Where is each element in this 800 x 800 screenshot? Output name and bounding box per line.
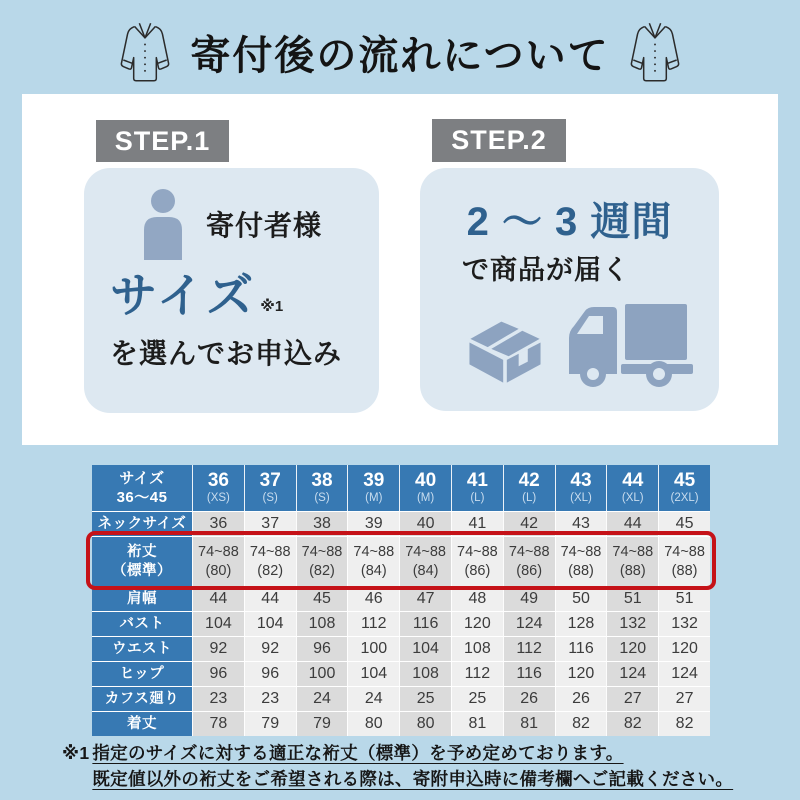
row-label-cell: ウエスト [92,636,192,661]
value-cell: 51 [606,586,658,611]
value-cell: 74~88 (86) [451,536,503,586]
value-cell: 26 [555,686,607,711]
value-cell: 124 [503,611,555,636]
value-cell: 104 [399,636,451,661]
value-cell: 104 [347,661,399,686]
donor-row [140,188,322,260]
value-cell: 44 [606,511,658,536]
value-cell: 27 [606,686,658,711]
size-note-ref: ※1 [260,297,284,315]
table-row [92,586,710,611]
value-cell: 49 [503,586,555,611]
size-column-header: 42 (L) [503,465,555,511]
value-cell: 37 [244,511,296,536]
value-cell: 74~88 (84) [347,536,399,586]
value-cell: 25 [399,686,451,711]
value-cell: 108 [399,661,451,686]
value-cell: 104 [192,611,244,636]
size-column-header: 38 (S) [296,465,348,511]
value-cell: 108 [451,636,503,661]
size-column-header: 39 (M) [347,465,399,511]
size-column-header: 44 (XL) [606,465,658,511]
value-cell: 41 [451,511,503,536]
value-cell: 42 [503,511,555,536]
value-cell: 82 [555,711,607,736]
value-cell: 38 [296,511,348,536]
value-cell: 104 [244,611,296,636]
value-cell: 120 [606,636,658,661]
table-row [92,536,710,586]
size-column-header: 36 (XS) [192,465,244,511]
size-column-header: 45 (2XL) [658,465,710,511]
size-table [92,465,710,736]
value-cell: 74~88 (88) [606,536,658,586]
duration-text: 2 ～ 3 週間 [466,200,673,244]
value-cell: 81 [451,711,503,736]
package-box-icon [464,310,546,386]
step1-badge: STEP.1 [96,120,229,162]
value-cell: 74~88 (84) [399,536,451,586]
footnote-lines [92,740,733,792]
footnote-line-1: 指定のサイズに対する適正な裄丈（標準）を予め定めております。 [92,743,624,763]
value-cell: 79 [296,711,348,736]
value-cell: 51 [658,586,710,611]
value-cell: 24 [347,686,399,711]
value-cell: 128 [555,611,607,636]
value-cell: 26 [503,686,555,711]
value-cell: 44 [192,586,244,611]
value-cell: 80 [347,711,399,736]
value-cell: 47 [399,586,451,611]
value-cell: 74~88 (82) [296,536,348,586]
table-row [92,661,710,686]
value-cell: 132 [658,611,710,636]
value-cell: 112 [451,661,503,686]
page-title: 寄付後の流れについて [190,32,610,78]
value-cell: 124 [658,661,710,686]
row-label-cell: 肩幅 [92,586,192,611]
table-row [92,711,710,736]
table-row [92,636,710,661]
size-word: サイズ [110,269,257,322]
footnote [62,740,733,792]
value-cell: 50 [555,586,607,611]
size-line [110,270,283,322]
value-cell: 132 [606,611,658,636]
header [0,14,800,90]
value-cell: 39 [347,511,399,536]
value-cell: 92 [192,636,244,661]
size-column-header: 40 (M) [399,465,451,511]
size-column-header: 37 (S) [244,465,296,511]
value-cell: 82 [658,711,710,736]
value-cell: 74~88 (86) [503,536,555,586]
table-row [92,686,710,711]
value-cell: 74~88 (80) [192,536,244,586]
value-cell: 124 [606,661,658,686]
value-cell: 120 [555,661,607,686]
value-cell: 23 [192,686,244,711]
row-label-cell: 着丈 [92,711,192,736]
value-cell: 74~88 (82) [244,536,296,586]
step2-badge: STEP.2 [432,119,566,162]
value-cell: 46 [347,586,399,611]
value-cell: 23 [244,686,296,711]
value-cell: 120 [451,611,503,636]
value-cell: 40 [399,511,451,536]
value-cell: 92 [244,636,296,661]
person-icon [140,188,186,260]
value-cell: 96 [244,661,296,686]
value-cell: 74~88 (88) [658,536,710,586]
value-cell: 74~88 (88) [555,536,607,586]
size-column-header: 43 (XL) [555,465,607,511]
value-cell: 96 [192,661,244,686]
value-cell: 45 [658,511,710,536]
value-cell: 116 [399,611,451,636]
value-cell: 112 [347,611,399,636]
size-table-grid [92,465,710,736]
value-cell: 44 [244,586,296,611]
table-row [92,611,710,636]
table-row [92,511,710,536]
shirt-icon-left [116,19,174,85]
value-cell: 112 [503,636,555,661]
value-cell: 24 [296,686,348,711]
value-cell: 78 [192,711,244,736]
value-cell: 79 [244,711,296,736]
value-cell: 116 [503,661,555,686]
footnote-marker: ※1 [62,743,90,763]
value-cell: 116 [555,636,607,661]
row-label-cell: バスト [92,611,192,636]
row-label-cell: ヒップ [92,661,192,686]
value-cell: 96 [296,636,348,661]
value-cell: 25 [451,686,503,711]
value-cell: 100 [347,636,399,661]
size-column-header: 41 (L) [451,465,503,511]
value-cell: 120 [658,636,710,661]
value-cell: 43 [555,511,607,536]
donor-label: 寄付者様 [206,210,323,241]
shirt-icon-right [626,19,684,85]
step2-card [420,168,719,411]
row-label-cell: ネックサイズ [92,511,192,536]
value-cell: 45 [296,586,348,611]
step1-card [84,168,379,413]
table-header-row [92,465,710,511]
value-cell: 100 [296,661,348,686]
delivery-truck-icon [560,294,696,390]
value-cell: 27 [658,686,710,711]
footnote-line-2: 既定値以外の裄丈をご希望される際は、寄附申込時に備考欄へご記載ください。 [92,769,734,789]
apply-text: を選んでお申込み [110,338,343,369]
table-corner-cell: サイズ 36～45 [92,465,192,511]
delivery-icons [464,294,696,390]
value-cell: 108 [296,611,348,636]
delivery-text: で商品が届く [462,255,630,285]
value-cell: 48 [451,586,503,611]
value-cell: 82 [606,711,658,736]
value-cell: 80 [399,711,451,736]
value-cell: 36 [192,511,244,536]
row-label-cell: カフス廻り [92,686,192,711]
row-label-cell: 裄丈 （標準） [92,536,192,586]
value-cell: 81 [503,711,555,736]
